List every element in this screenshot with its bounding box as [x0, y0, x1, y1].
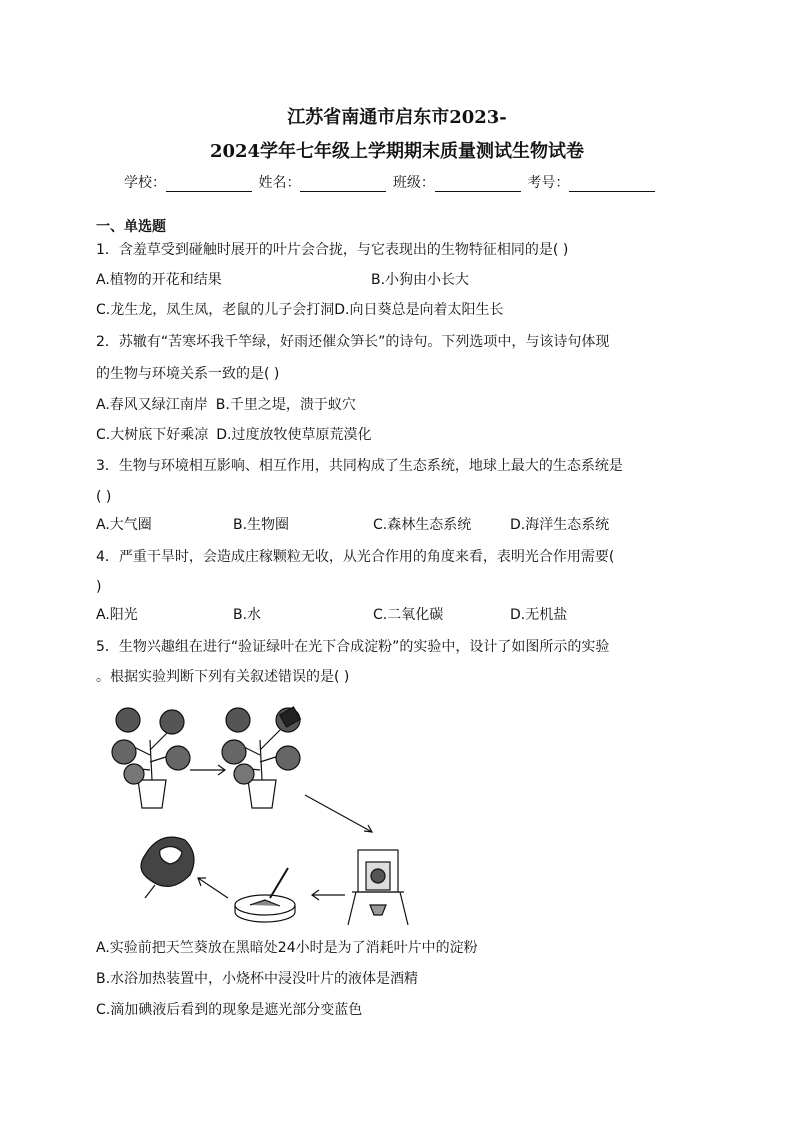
class-label: 班级：: [392, 175, 435, 191]
class-blank[interactable]: [435, 177, 521, 192]
q5-option-b[interactable]: B.水浴加热装置中，小烧杯中浸没叶片的液体是酒精: [96, 971, 419, 987]
q2-option-b[interactable]: B.千里之堤，溃于蚁穴: [215, 397, 356, 413]
q1-option-a[interactable]: A.植物的开花和结果: [96, 272, 222, 288]
q2-options-row2: [96, 426, 371, 444]
q4-option-b[interactable]: B.水: [233, 607, 262, 623]
q3-option-a[interactable]: A.大气圈: [96, 517, 152, 533]
q1-option-d[interactable]: D.向日葵总是向着太阳生长: [334, 302, 504, 318]
student-info-row: [124, 172, 657, 192]
exam-number-label: 考号：: [527, 175, 570, 191]
q1-stem: 1．含羞草受到碰触时展开的叶片会合拢，与它表现出的生物特征相同的是( ): [96, 242, 569, 258]
q2-options-row1: [96, 396, 356, 414]
q4-option-d[interactable]: D.无机盐: [510, 607, 568, 623]
q3-option-b[interactable]: B.生物圈: [233, 517, 290, 533]
q3-option-c[interactable]: C.森林生态系统: [373, 517, 472, 533]
q1-option-b[interactable]: B.小狗由小长大: [371, 272, 470, 288]
q1-option-c[interactable]: C.龙生龙，凤生凤，老鼠的儿子会打洞: [96, 302, 335, 318]
petri-dish-icon: [235, 868, 295, 922]
q2-option-a[interactable]: A.春风又绿江南岸: [96, 397, 208, 413]
exam-title-line1: 江苏省南通市启东市2023-: [287, 107, 507, 128]
q4-stem-line2: ): [96, 579, 102, 595]
potted-plant-icon: [112, 708, 190, 808]
q1-options-row2: [96, 301, 503, 319]
q4-options-row: [96, 606, 567, 624]
school-blank[interactable]: [166, 177, 252, 192]
potted-plant-covered-leaf-icon: [222, 707, 300, 808]
q3-stem-line2: ( ): [96, 489, 112, 505]
arrow-diagonal-icon: [305, 795, 372, 832]
q5-option-a[interactable]: A.实验前把天竺葵放在黑暗处24小时是为了消耗叶片中的淀粉: [96, 940, 478, 956]
q5-stem-line2: 。根据实验判断下列有关叙述错误的是( ): [96, 669, 350, 685]
name-blank[interactable]: [300, 177, 386, 192]
name-label: 姓名：: [258, 175, 301, 191]
stained-leaf-icon: [141, 837, 194, 898]
exam-title-line2: 2024学年七年级上学期期末质量测试生物试卷: [209, 141, 585, 162]
q4-option-a[interactable]: A.阳光: [96, 607, 138, 623]
exam-number-blank[interactable]: [569, 177, 655, 192]
section-title: 一、单选题: [96, 219, 166, 235]
q3-stem-line1: 3．生物与环境相互影响、相互作用，共同构成了生态系统，地球上最大的生态系统是: [96, 458, 623, 474]
q5-stem-line1: 5．生物兴趣组在进行“验证绿叶在光下合成淀粉”的实验中，设计了如图所示的实验: [96, 639, 610, 655]
q2-option-d[interactable]: D.过度放牧使草原荒漠化: [216, 427, 372, 443]
arrow-left-icon: [312, 890, 345, 900]
arrow-right-icon: [190, 765, 225, 775]
q1-options-row1: [96, 271, 469, 289]
school-label: 学校：: [124, 175, 166, 191]
q4-option-c[interactable]: C.二氧化碳: [373, 607, 444, 623]
q4-stem-line1: 4．严重干旱时，会造成庄稼颗粒无收，从光合作用的角度来看，表明光合作用需要(: [96, 549, 615, 565]
q3-options-row: [96, 516, 609, 534]
experiment-diagram: [100, 700, 420, 930]
q2-stem-line2: 的生物与环境关系一致的是( ): [96, 366, 280, 382]
q5-option-c[interactable]: C.滴加碘液后看到的现象是遮光部分变蓝色: [96, 1002, 363, 1018]
q2-stem-line1: 2．苏辙有“苦寒坏我千竿绿，好雨还催众笋长”的诗句。下列选项中，与该诗句体现: [96, 334, 610, 350]
q3-option-d[interactable]: D.海洋生态系统: [510, 517, 610, 533]
arrow-up-left-icon: [198, 878, 228, 898]
water-bath-apparatus-icon: [348, 850, 408, 925]
q2-option-c[interactable]: C.大树底下好乘凉: [96, 427, 209, 443]
